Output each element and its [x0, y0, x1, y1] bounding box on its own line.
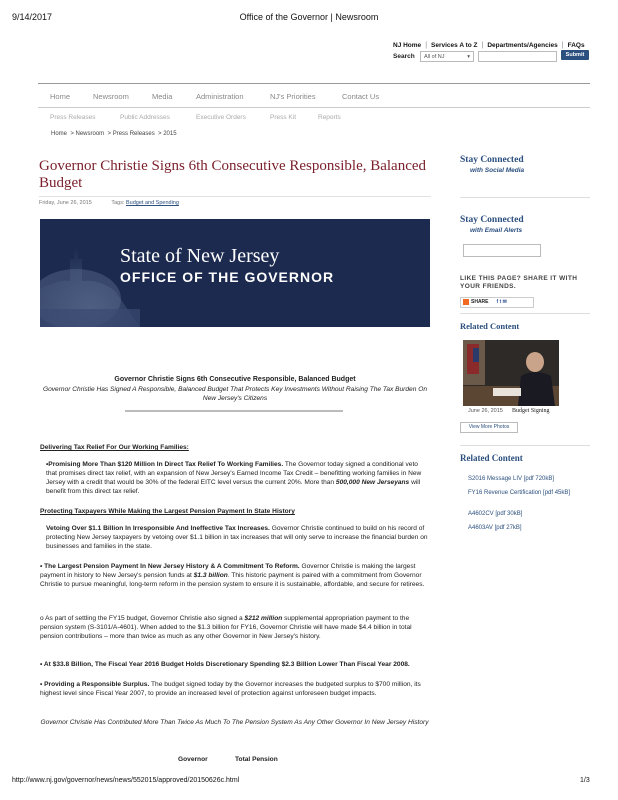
- banner-state-text: State of New Jersey: [120, 245, 280, 267]
- article-meta: [39, 200, 179, 206]
- print-url: http://www.nj.gov/governor/news/news/552015/approved/20150626c.html: [12, 777, 240, 784]
- stay-connected-social-heading: Stay Connected: [460, 155, 524, 165]
- article-headline: Governor Christie Signs 6th Consecutive Responsible, Balanced Budget: [114, 376, 356, 383]
- sub-nav: [0, 114, 618, 124]
- faqs-link[interactable]: FAQs: [567, 42, 585, 49]
- nav-priorities[interactable]: NJ's Priorities: [270, 92, 316, 101]
- page-title: Governor Christie Signs 6th Consecutive Responsible, Balanced Budget: [39, 158, 427, 191]
- nav-media[interactable]: Media: [152, 92, 173, 101]
- related-link-a4602cv[interactable]: A4602CV [pdf 30kB]: [468, 511, 523, 517]
- related-link-s2016[interactable]: S2016 Message LIV [pdf 720kB]: [468, 476, 555, 482]
- departments-link[interactable]: Departments/Agencies: [487, 42, 558, 49]
- column-total-pension: Total Pension: [235, 756, 278, 763]
- related-link-fy16[interactable]: FY16 Revenue Certification [pdf 45kB]: [468, 490, 571, 496]
- related-link-a4603av[interactable]: A4603AV [pdf 27kB]: [468, 525, 522, 531]
- utility-nav: NJ Home | Services A to Z | Departments/Agencies | FAQs: [393, 42, 585, 49]
- print-date: 9/14/2017: [12, 12, 53, 22]
- column-governor: Governor: [178, 756, 208, 763]
- share-icon: [463, 299, 469, 305]
- banner-office-text: OFFICE OF THE GOVERNOR: [120, 269, 335, 285]
- photo-image: [463, 340, 559, 406]
- paragraph-surplus: • Providing a Responsible Surplus. The budget signed today by the Governor increases the budgeted surplus to $700 million, its highest level since Fiscal Year 2007, to provide an increased level of protection against unforeseen budget impacts.: [40, 681, 421, 697]
- search-label: Search: [393, 53, 415, 60]
- nav-contact[interactable]: Contact Us: [342, 92, 380, 101]
- stay-connected-email-sub[interactable]: with Email Alerts: [470, 227, 523, 234]
- paragraph-vetoing: Vetoing Over $1.1 Billion In Irresponsible And Ineffective Tax Increases. Governor Christie continued to build on his record of protecting New Jersey taxpayers by vetoing over $1.1 billion in tax increases that will only serve to increase the financial burden on businesses and families in the state.: [46, 525, 428, 550]
- section-tax-relief: Delivering Tax Relief For Our Working Families:: [40, 444, 189, 451]
- subnav-press-releases[interactable]: Press Releases: [50, 114, 96, 121]
- subnav-public-addresses[interactable]: Public Addresses: [120, 114, 170, 121]
- sidebar-rule-1: [460, 197, 590, 198]
- search-scope-select[interactable]: All of NJ ▾: [420, 51, 474, 62]
- print-title: Office of the Governor | Newsroom: [239, 12, 379, 22]
- main-nav: [0, 92, 618, 104]
- share-button[interactable]: SHARE f t ✉: [460, 297, 534, 308]
- related-content-heading: Related Content: [460, 321, 520, 331]
- paragraph-tax-relief: •Promising More Than $120 Million In Direct Tax Relief To Working Families. The Governor today signed a conditional veto that promises direct tax relief, with an expansion of New Jersey's Earned Income Tax Credit – benefitting working families in New Jersey with a credit that would be 30% of the federal EITC level versus the current 20%. More than 500,000 New Jerseyans will benefit from this direct tax relief.: [46, 461, 422, 495]
- headline-divider: [125, 410, 343, 412]
- nav-newsroom[interactable]: Newsroom: [93, 92, 129, 101]
- stay-connected-social-sub[interactable]: with Social Media: [470, 167, 525, 174]
- table-caption: Governor Christie Has Contributed More Than Twice As Much To The Pension System As Any Other Governor In New Jersey History: [40, 719, 429, 726]
- related-content-heading-2: Related Content: [460, 453, 523, 463]
- sidebar-rule-2: [460, 313, 590, 314]
- photo-caption: Budget Signing: [512, 408, 550, 414]
- sidebar-rule-3: [460, 445, 590, 446]
- subnav-press-kit[interactable]: Press Kit: [270, 114, 297, 121]
- subnav-executive-orders[interactable]: Executive Orders: [196, 114, 246, 121]
- nav-bottom-rule: [38, 107, 590, 108]
- nav-administration[interactable]: Administration: [196, 92, 244, 101]
- tags-label: Tags:: [111, 200, 125, 206]
- print-page-number: 1/3: [580, 777, 590, 784]
- search-input[interactable]: [478, 51, 557, 62]
- paragraph-pension: • The Largest Pension Payment In New Jersey History & A Commitment To Reform. Governor Christie is making the largest payment in history to New Jersey's pension funds at $1.3 billion. This historic payment is paired with a commitment from Governor Christie to pursue meaningful, long-term reform in the pension system to ensure it is sustainable, affordable, and secure for retirees.: [40, 563, 425, 588]
- nav-top-rule: [38, 83, 590, 84]
- view-more-photos-button[interactable]: View More Photos: [460, 422, 518, 433]
- paragraph-fiscal-year: • At $33.8 Billion, The Fiscal Year 2016 Budget Holds Discretionary Spending $2.3 Billion Lower Than Fiscal Year 2008.: [40, 661, 410, 668]
- social-icons: f t ✉: [496, 299, 507, 305]
- breadcrumb[interactable]: Home > Newsroom > Press Releases > 2015: [51, 131, 177, 137]
- section-protecting-taxpayers: Protecting Taxpayers While Making the Largest Pension Payment In State History: [40, 508, 295, 515]
- share-prompt: LIKE THIS PAGE? SHARE IT WITH YOUR FRIENDS.: [460, 275, 578, 290]
- nj-home-link[interactable]: NJ Home: [393, 42, 422, 49]
- article-subhead: Governor Christie Has Signed A Responsible, Balanced Budget That Protects Key Investments Without Raising The Tax Burden On New Jersey's Citizens: [42, 386, 428, 402]
- submit-button[interactable]: Submit: [561, 50, 589, 60]
- article-date: Friday, June 26, 2015: [39, 200, 92, 206]
- nav-home[interactable]: Home: [50, 92, 71, 101]
- services-link[interactable]: Services A to Z: [431, 42, 478, 49]
- paragraph-supplemental: o As part of settling the FY15 budget, Governor Christie also signed a $212 million supplemental appropriation payment to the pension system (S-3101/A-4601). When added to the $1.3 billion for FY16, Governor Christie will have made $4.4 billion in total pension contributions – more than twice as much as any other Governor in New Jersey's history.: [40, 615, 412, 640]
- budget-signing-photo[interactable]: [463, 340, 559, 406]
- governor-banner: [40, 219, 430, 327]
- chevron-down-icon: ▾: [467, 54, 470, 60]
- title-rule: [39, 196, 431, 197]
- photo-date: June 26, 2015: [468, 408, 503, 414]
- tag-link[interactable]: Budget and Spending: [126, 200, 179, 206]
- subnav-reports[interactable]: Reports: [318, 114, 341, 121]
- email-field[interactable]: [463, 244, 541, 257]
- stay-connected-email-heading: Stay Connected: [460, 215, 524, 225]
